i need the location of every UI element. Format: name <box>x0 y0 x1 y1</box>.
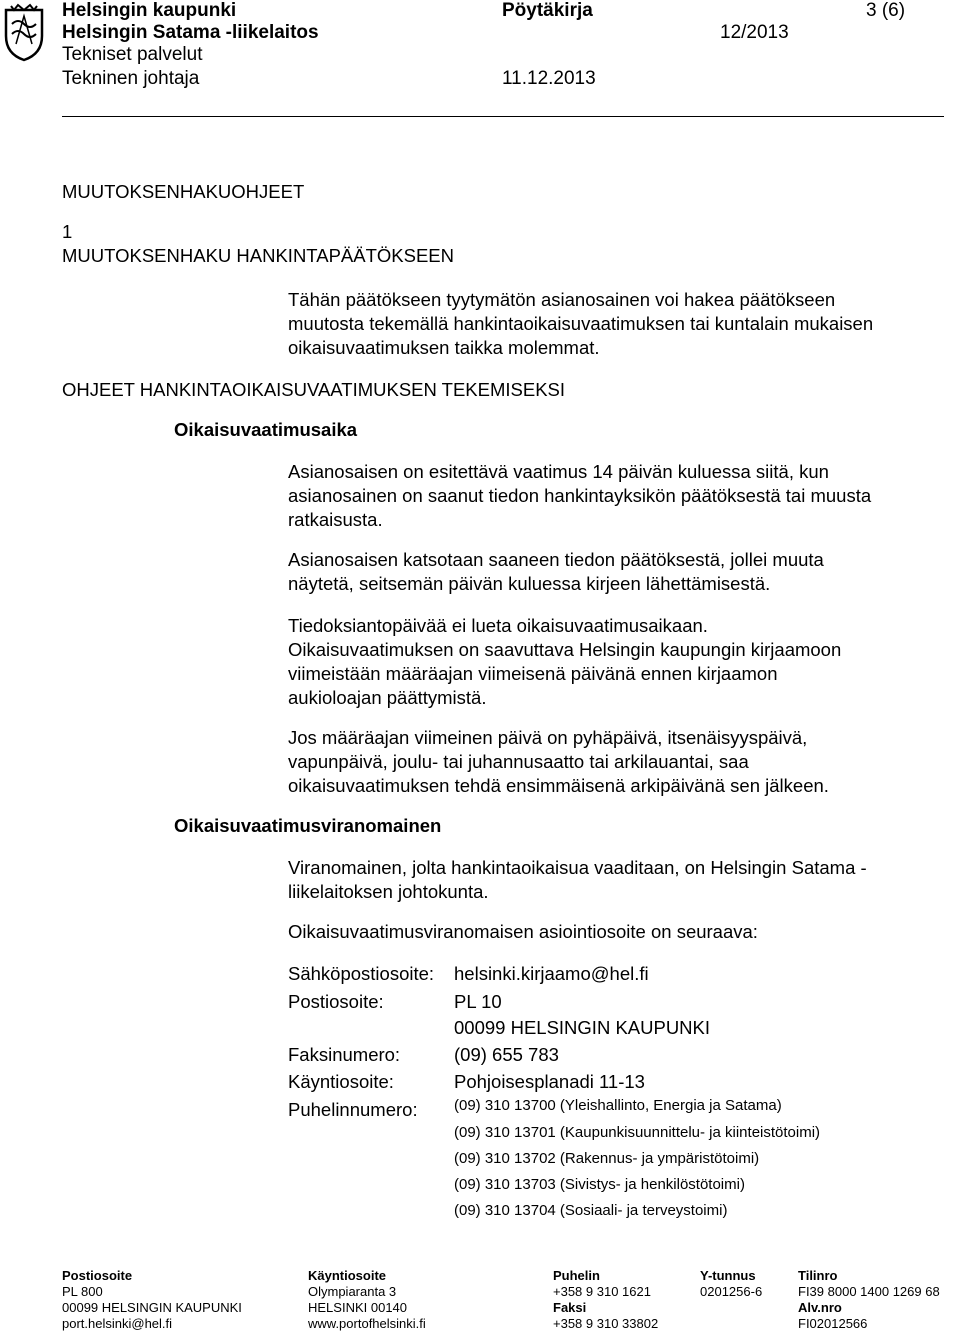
subheading-authority: Oikaisuvaatimusviranomainen <box>174 815 442 836</box>
section-title: MUUTOKSENHAKU HANKINTAPÄÄTÖKSEEN <box>62 245 454 266</box>
footer-account: Tilinro FI39 8000 1400 1269 68 Alv.nro FI02012566 <box>798 1268 940 1331</box>
phone-line-4: (09) 310 13703 (Sivistys- ja henkilöstötoimi) <box>454 1176 745 1193</box>
visit-value: Pohjoisesplanadi 11-13 <box>454 1071 645 1092</box>
main-heading: MUUTOKSENHAKUOHJEET <box>62 181 305 202</box>
footer-phone: Puhelin +358 9 310 1621 Faksi +358 9 310 33802 <box>553 1268 659 1331</box>
guide-heading: OHJEET HANKINTAOIKAISUVAATIMUKSEN TEKEMISEKSI <box>62 379 566 400</box>
post-label: Postiosoite: <box>288 991 384 1012</box>
helsinki-crest-logo <box>2 2 46 62</box>
page-number: 3 (6) <box>866 0 906 21</box>
footer-business-id: Y-tunnus 0201256-6 <box>700 1268 763 1299</box>
paragraph-arrival: Tiedoksiantopäivää ei lueta oikaisuvaatimusaikaan. Oikaisuvaatimuksen on saavuttava Helsingin kaupungin kirjaamoon viimeistään määräajan viimeisenä päivänä ennen kirjaamon aukioloajan päättymistä. <box>288 615 842 708</box>
visit-label: Käyntiosoite: <box>288 1071 394 1092</box>
paragraph-address-intro: Oikaisuvaatimusviranomaisen asiointiosoite on seuraava: <box>288 921 758 942</box>
org-name: Helsingin kaupunki <box>62 0 237 21</box>
department: Tekniset palvelut <box>62 44 203 65</box>
phone-line-3: (09) 310 13702 (Rakennus- ja ympäristötoimi) <box>454 1150 760 1167</box>
role: Tekninen johtaja <box>62 68 200 89</box>
phone-label: Puhelinnumero: <box>288 1099 418 1120</box>
doc-number: 12/2013 <box>720 22 789 43</box>
phone-line-2: (09) 310 13701 (Kaupunkisuunnittelu- ja kiinteistötoimi) <box>454 1124 821 1141</box>
post-line2: 00099 HELSINGIN KAUPUNKI <box>454 1017 711 1038</box>
header-divider <box>62 116 944 117</box>
footer-postal: Postiosoite PL 800 00099 HELSINGIN KAUPUNKI port.helsinki@hel.fi <box>62 1268 242 1331</box>
paragraph-notice: Asianosaisen katsotaan saaneen tiedon päätöksestä, jollei muuta näytetä, seitsemän päivän kuluessa kirjeen lähettämisestä. <box>288 549 824 594</box>
subheading-deadline: Oikaisuvaatimusaika <box>174 419 358 440</box>
phone-line-5: (09) 310 13704 (Sosiaali- ja terveystoimi) <box>454 1202 728 1219</box>
paragraph-holiday: Jos määräajan viimeinen päivä on pyhäpäivä, itsenäisyyspäivä, vapunpäivä, joulu- tai juhannusaatto tai arkilauantai, saa oikaisuvaatimuksen tehdä ensimmäisenä arkipäivänä sen jälkeen. <box>288 727 829 796</box>
email-value[interactable]: helsinki.kirjaamo@hel.fi <box>454 963 649 984</box>
unit-name: Helsingin Satama -liikelaitos <box>62 22 319 43</box>
fax-label: Faksinumero: <box>288 1044 401 1065</box>
fax-value: (09) 655 783 <box>454 1044 559 1065</box>
intro-paragraph: Tähän päätökseen tyytymätön asianosainen voi hakea päätökseen muutosta tekemällä hankintaoikaisuvaatimuksen tai kuntalain mukaisen oikaisuvaatimuksen taikka molemmat. <box>288 289 874 358</box>
doc-type: Pöytäkirja <box>502 0 593 21</box>
paragraph-authority: Viranomainen, jolta hankintaoikaisua vaaditaan, on Helsingin Satama - liikelaitoksen johtokunta. <box>288 857 867 902</box>
paragraph-deadline: Asianosaisen on esitettävä vaatimus 14 päivän kuluessa siitä, kun asianosainen on saanut tiedon hankintayksikön päätöksestä tai muusta ratkaisusta. <box>288 461 872 530</box>
email-label: Sähköpostiosoite: <box>288 963 435 984</box>
footer-visiting: Käyntiosoite Olympiaranta 3 HELSINKI 00140 www.portofhelsinki.fi <box>308 1268 426 1331</box>
section-number: 1 <box>62 221 73 242</box>
doc-date: 11.12.2013 <box>502 68 596 89</box>
phone-line-1: (09) 310 13700 (Yleishallinto, Energia ja Satama) <box>454 1097 782 1114</box>
post-line1: PL 10 <box>454 991 502 1012</box>
